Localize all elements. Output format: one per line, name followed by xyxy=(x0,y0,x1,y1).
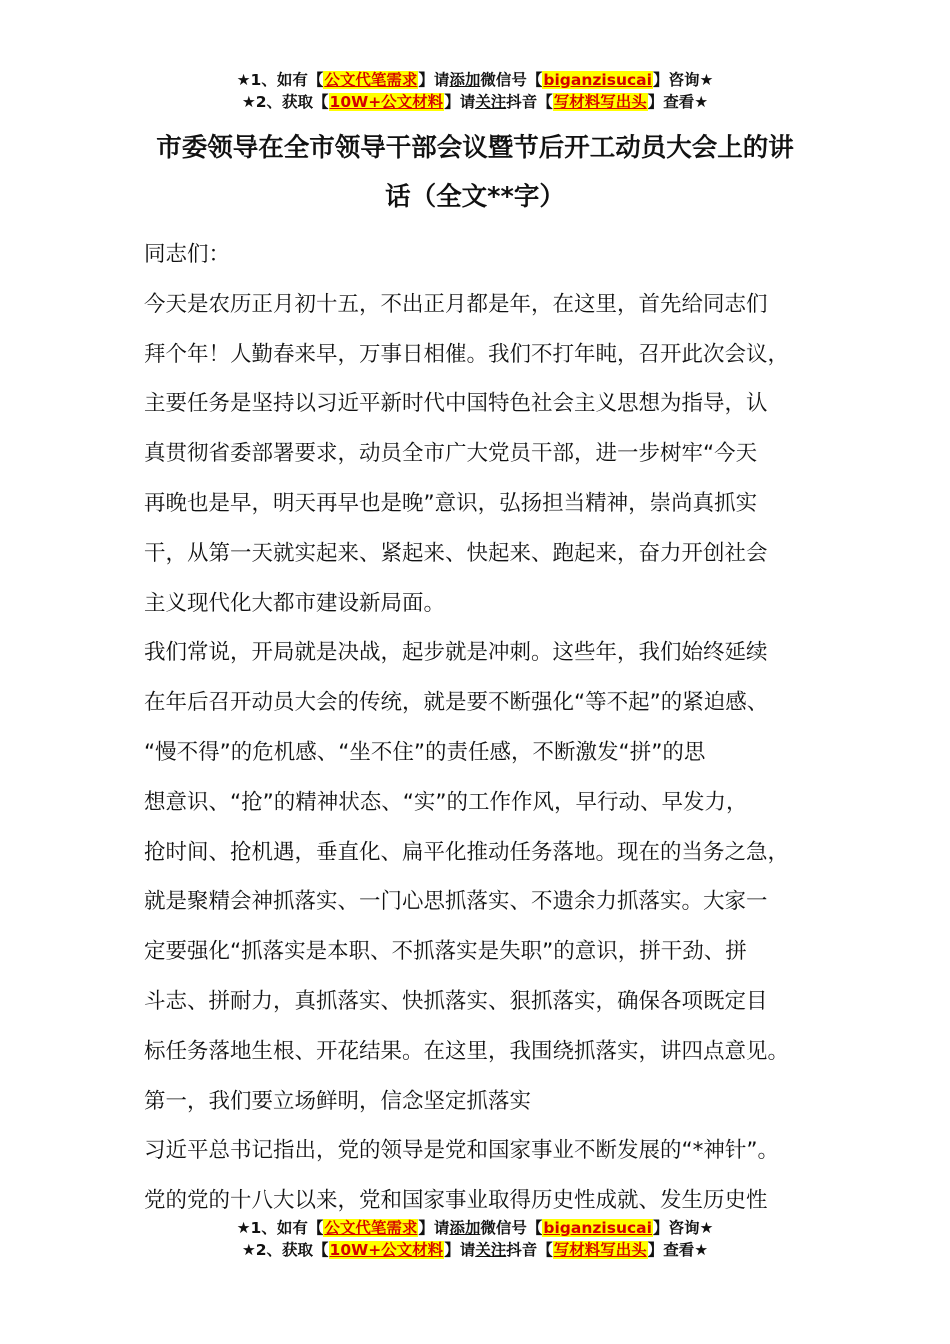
banner-underline: 添加 xyxy=(449,1219,481,1237)
body-line: 标任务落地生根、开花结果。在这里，我围绕抓落实，讲四点意见。 xyxy=(144,1038,790,1064)
banner-highlight: 公文代笔需求 xyxy=(324,71,418,89)
body-line: 我们常说，开局就是决战，起步就是冲刺。这些年，我们始终延续 xyxy=(144,640,768,666)
footer-banner xyxy=(0,1217,950,1261)
body-line: 斗志、拼耐力，真抓落实、快抓落实、狠抓落实，确保各项既定目 xyxy=(144,988,768,1014)
body-line: 就是聚精会神抓落实、一门心思抓落实、不遗余力抓落实。大家一 xyxy=(144,889,768,915)
banner-text: ★1、如有【 xyxy=(236,1219,324,1237)
banner-text: 】咨询★ xyxy=(652,1219,714,1237)
banner-highlight: 写材料写出头 xyxy=(553,1241,647,1259)
header-banner xyxy=(0,69,950,113)
body-line: 拜个年！人勤春来早，万事日相催。我们不打年盹，召开此次会议， xyxy=(144,341,790,367)
banner-highlight: biganzisucai xyxy=(543,1219,652,1237)
banner-line-1 xyxy=(0,1217,950,1239)
body-line: 党的党的十八大以来，党和国家事业取得历史性成就、发生历史性 xyxy=(144,1188,768,1214)
body-line: “慢不得”的危机感、“坐不住”的责任感，不断激发“拼”的思 xyxy=(144,739,706,765)
banner-line-1 xyxy=(0,69,950,91)
banner-highlight: 公文代笔需求 xyxy=(324,1219,418,1237)
body-line: 抢时间、抢机遇，垂直化、扁平化推动任务落地。现在的当务之急， xyxy=(144,839,790,865)
body-line: 真贯彻省委部署要求，动员全市广大党员干部，进一步树牢“今天 xyxy=(144,441,758,467)
banner-text: 】查看★ xyxy=(647,93,709,111)
document-title-line-2: 话（全文**字） xyxy=(385,182,565,212)
document-body xyxy=(144,230,834,1226)
body-line: 干，从第一天就实起来、紧起来、快起来、跑起来，奋力开创社会 xyxy=(144,540,768,566)
banner-text: 】查看★ xyxy=(647,1241,709,1259)
banner-text: ★1、如有【 xyxy=(236,71,324,89)
banner-text: 抖音【 xyxy=(506,93,553,111)
banner-underline: 关注 xyxy=(475,1241,507,1259)
banner-line-2 xyxy=(0,1239,950,1261)
banner-text: 】请 xyxy=(418,1219,450,1237)
banner-text: 抖音【 xyxy=(506,1241,553,1259)
banner-text: ★2、获取【 xyxy=(241,93,329,111)
banner-highlight: 写材料写出头 xyxy=(553,93,647,111)
body-line: 在年后召开动员大会的传统，就是要不断强化“等不起”的紧迫感、 xyxy=(144,690,769,716)
body-line: 习近平总书记指出，党的领导是党和国家事业不断发展的“*神针”。 xyxy=(144,1138,780,1164)
body-line: 主要任务是坚持以习近平新时代中国特色社会主义思想为指导，认 xyxy=(144,391,768,417)
body-line: 想意识、“抢”的精神状态、“实”的工作作风，早行动、早发力， xyxy=(144,789,748,815)
banner-text: 】请 xyxy=(444,93,476,111)
banner-text: 】请 xyxy=(418,71,450,89)
document-title-line-1: 市委领导在全市领导干部会议暨节后开工动员大会上的讲 xyxy=(156,133,794,163)
banner-underline: 添加 xyxy=(449,71,481,89)
banner-highlight: biganzisucai xyxy=(543,71,652,89)
body-line: 主义现代化大都市建设新局面。 xyxy=(144,590,446,616)
banner-underline: 关注 xyxy=(475,93,507,111)
banner-text: 】咨询★ xyxy=(652,71,714,89)
banner-text: 】请 xyxy=(444,1241,476,1259)
body-line: 再晚也是早，明天再早也是晚”意识，弘扬担当精神，崇尚真抓实 xyxy=(144,490,758,516)
body-line: 同志们： xyxy=(144,242,231,267)
banner-highlight: 10W+公文材料 xyxy=(329,1241,444,1259)
banner-text: 微信号【 xyxy=(480,1219,543,1237)
body-line: 定要强化“抓落实是本职、不抓落实是失职”的意识，拼干劲、拼 xyxy=(144,939,747,965)
banner-line-2 xyxy=(0,91,950,113)
section-heading: 第一，我们要立场鲜明，信念坚定抓落实 xyxy=(144,1088,532,1114)
banner-text: 微信号【 xyxy=(480,71,543,89)
banner-text: ★2、获取【 xyxy=(241,1241,329,1259)
body-line: 今天是农历正月初十五，不出正月都是年，在这里，首先给同志们 xyxy=(144,291,768,317)
banner-highlight: 10W+公文材料 xyxy=(329,93,444,111)
